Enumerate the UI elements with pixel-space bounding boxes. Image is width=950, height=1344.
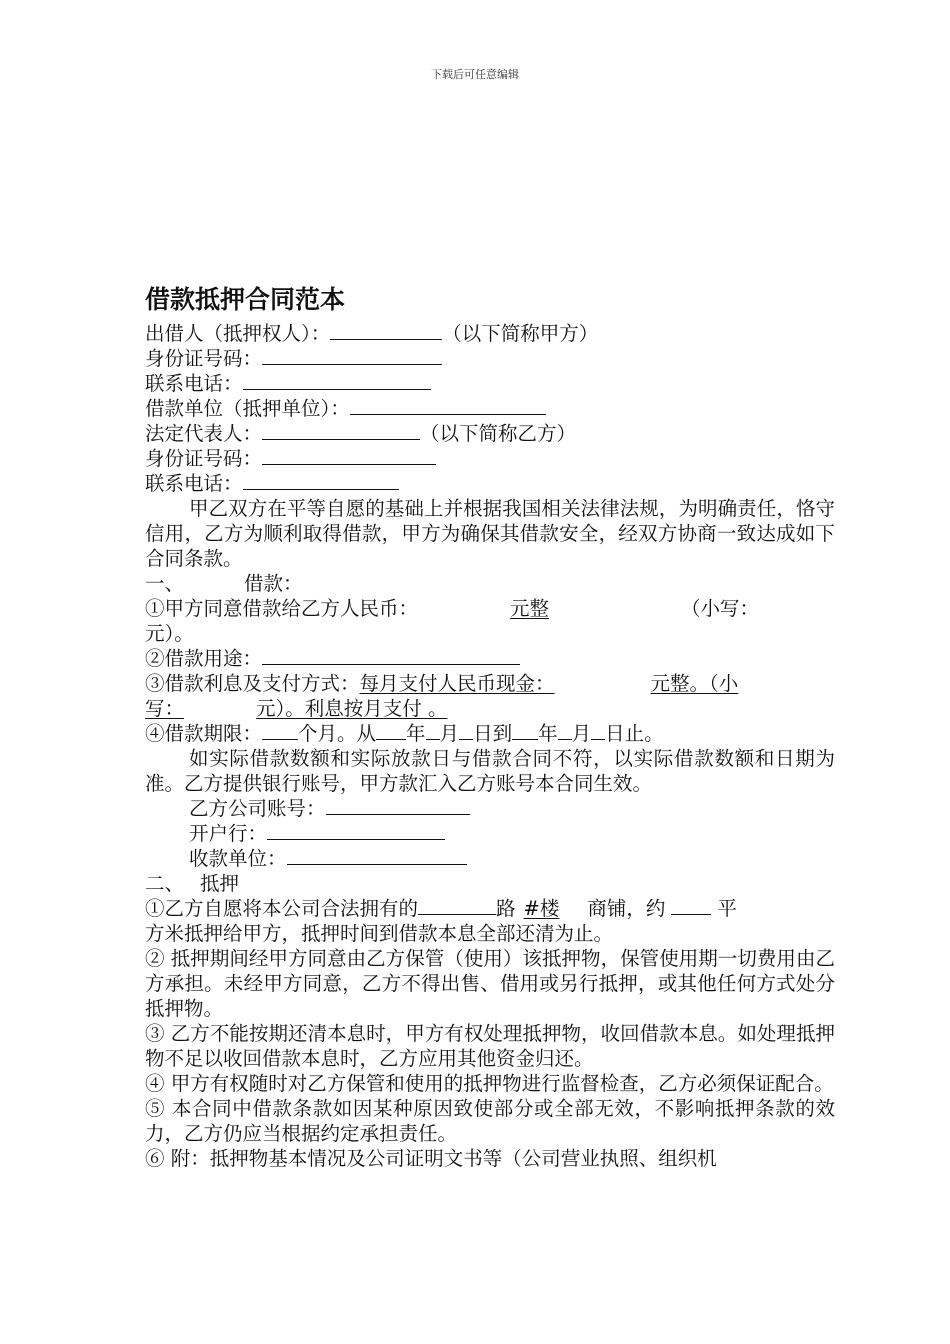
section2-title: 抵押: [200, 872, 240, 895]
contract-body: [145, 283, 835, 1171]
clause4-text-c: 年: [406, 722, 426, 745]
lender-id-line: [145, 346, 835, 371]
clause4-label: ④借款期限：: [145, 722, 263, 745]
section1-title: 借款：: [244, 572, 303, 595]
mortgage4-paragraph: ④ 甲方有权随时对乙方保管和使用的抵押物进行监督检查，乙方必须保证配合。: [145, 1072, 834, 1095]
payee-label: 收款单位：: [189, 847, 287, 870]
term-months-blank[interactable]: [262, 721, 298, 740]
clause1-amount[interactable]: 元整: [510, 597, 550, 620]
mortgage1-line2: 方米抵押给甲方，抵押时间到借款本息全部还清为止。: [145, 922, 614, 945]
clause2-label: ②借款用途：: [145, 647, 263, 670]
page-header: 下载后可任意编辑: [431, 68, 519, 81]
lender-phone-blank[interactable]: [243, 371, 431, 390]
clause1-prefix: ①甲方同意借款给乙方人民币：: [145, 597, 419, 620]
start-day-blank[interactable]: [459, 721, 473, 740]
mortgage5-paragraph: ⑤ 本合同中借款条款如因某种原因致使部分或全部无效，不影响抵押条款的效力，乙方仍应当根据约定承担责任。: [145, 1097, 835, 1145]
lender-phone-label: 联系电话：: [145, 372, 243, 395]
legal-rep-label: 法定代表人：: [145, 422, 263, 445]
borrower-phone-line: [145, 471, 835, 496]
payee-blank[interactable]: [287, 846, 467, 865]
account-blank[interactable]: [326, 796, 470, 815]
building-field[interactable]: #楼: [523, 897, 560, 920]
lender-label: 出借人（抵押权人）：: [145, 322, 331, 345]
mortgage3-paragraph: ③ 乙方不能按期还清本息时，甲方有权处理抵押物，收回借款本息。如处理抵押物不足以收回借款本息时，乙方应用其他资金归还。: [145, 1022, 835, 1070]
end-year-blank[interactable]: [512, 721, 538, 740]
area-blank[interactable]: [671, 896, 711, 915]
bank-blank[interactable]: [267, 821, 445, 840]
end-month-blank[interactable]: [558, 721, 572, 740]
borrower-phone-blank[interactable]: [243, 471, 399, 490]
mortgage1-text-d: 商铺，约: [587, 897, 666, 920]
clause4-text-e: 日到: [473, 722, 513, 745]
start-year-blank[interactable]: [376, 721, 406, 740]
lender-suffix: （以下简称甲方）: [442, 322, 599, 345]
mortgage1-text-b: 路: [496, 897, 516, 920]
mortgage1-text-e: 平: [717, 897, 737, 920]
account-label: 乙方公司账号：: [189, 797, 326, 820]
account-line: [145, 796, 835, 821]
borrower-id-label: 身份证号码：: [145, 447, 263, 470]
clause3-prefix: ③借款利息及支付方式：: [145, 672, 360, 695]
payee-line: [145, 846, 835, 871]
legal-rep-line: [145, 421, 835, 446]
bank-line: [145, 821, 835, 846]
mortgage6-line: ⑥ 附：抵押物基本情况及公司证明文书等（公司营业执照、组织机: [145, 1147, 717, 1170]
clause3-line2: [145, 696, 835, 721]
mortgage1-line: [145, 896, 835, 921]
section1-number: 一、: [145, 572, 185, 595]
intro-paragraph: 甲乙双方在平等自愿的基础上并根据我国相关法律法规，为明确责任，恪守信用，乙方为顺利取得借款，甲方为确保其借款安全，经双方协商一致达成如下合同条款。: [145, 497, 835, 570]
clause3-interest-cont[interactable]: 写： 元）。利息按月支付 。: [145, 697, 448, 720]
clause3-line: [145, 671, 835, 696]
clause4-text-d: 月: [439, 722, 460, 745]
borrower-phone-label: 联系电话：: [145, 472, 243, 495]
lender-blank[interactable]: [330, 321, 442, 340]
section1-heading: [145, 571, 835, 596]
borrower-unit-label: 借款单位（抵押单位）：: [145, 397, 350, 420]
section2-number: 二、: [145, 872, 185, 895]
lender-line: [145, 321, 835, 346]
clause1-line2: 元）。: [145, 622, 194, 645]
mortgage1-text-a: ①乙方自愿将本公司合法拥有的: [145, 897, 419, 920]
borrower-id-blank[interactable]: [262, 446, 436, 465]
borrower-id-line: [145, 446, 835, 471]
legal-rep-suffix: （以下简称乙方）: [420, 422, 577, 445]
lender-phone-line: [145, 371, 835, 396]
lender-id-blank[interactable]: [262, 346, 442, 365]
clause2-line: [145, 646, 835, 671]
clause4-text-g: 月: [571, 722, 592, 745]
clause4-text-b: 个月。从: [298, 722, 377, 745]
clause4-text-f: 年: [538, 722, 558, 745]
bank-label: 开户行：: [189, 822, 268, 845]
clause4-line: [145, 721, 835, 746]
clause3-interest[interactable]: 每月支付人民币现金： 元整。（小: [359, 672, 739, 695]
start-month-blank[interactable]: [426, 721, 440, 740]
lender-id-label: 身份证号码：: [145, 347, 263, 370]
note-paragraph: 如实际借款数额和实际放款日与借款合同不符，以实际借款数额和日期为准。乙方提供银行账号，甲方款汇入乙方账号本合同生效。: [145, 747, 835, 795]
section2-heading: [145, 871, 835, 896]
clause4-text-h: 日止。: [605, 722, 664, 745]
road-blank[interactable]: [418, 896, 496, 915]
end-day-blank[interactable]: [591, 721, 605, 740]
clause1-suffix: （小写：: [681, 597, 760, 620]
mortgage2-paragraph: ② 抵押期间经甲方同意由乙方保管（使用）该抵押物，保管使用期一切费用由乙方承担。未经甲方同意，乙方不得出售、借用或另行抵押，或其他任何方式处分抵押物。: [145, 947, 835, 1020]
clause2-blank[interactable]: [262, 646, 520, 665]
document-title: 借款抵押合同范本: [145, 285, 346, 314]
clause1-line: [145, 596, 835, 621]
borrower-unit-line: [145, 396, 835, 421]
borrower-unit-blank[interactable]: [350, 396, 546, 415]
legal-rep-blank[interactable]: [262, 421, 420, 440]
